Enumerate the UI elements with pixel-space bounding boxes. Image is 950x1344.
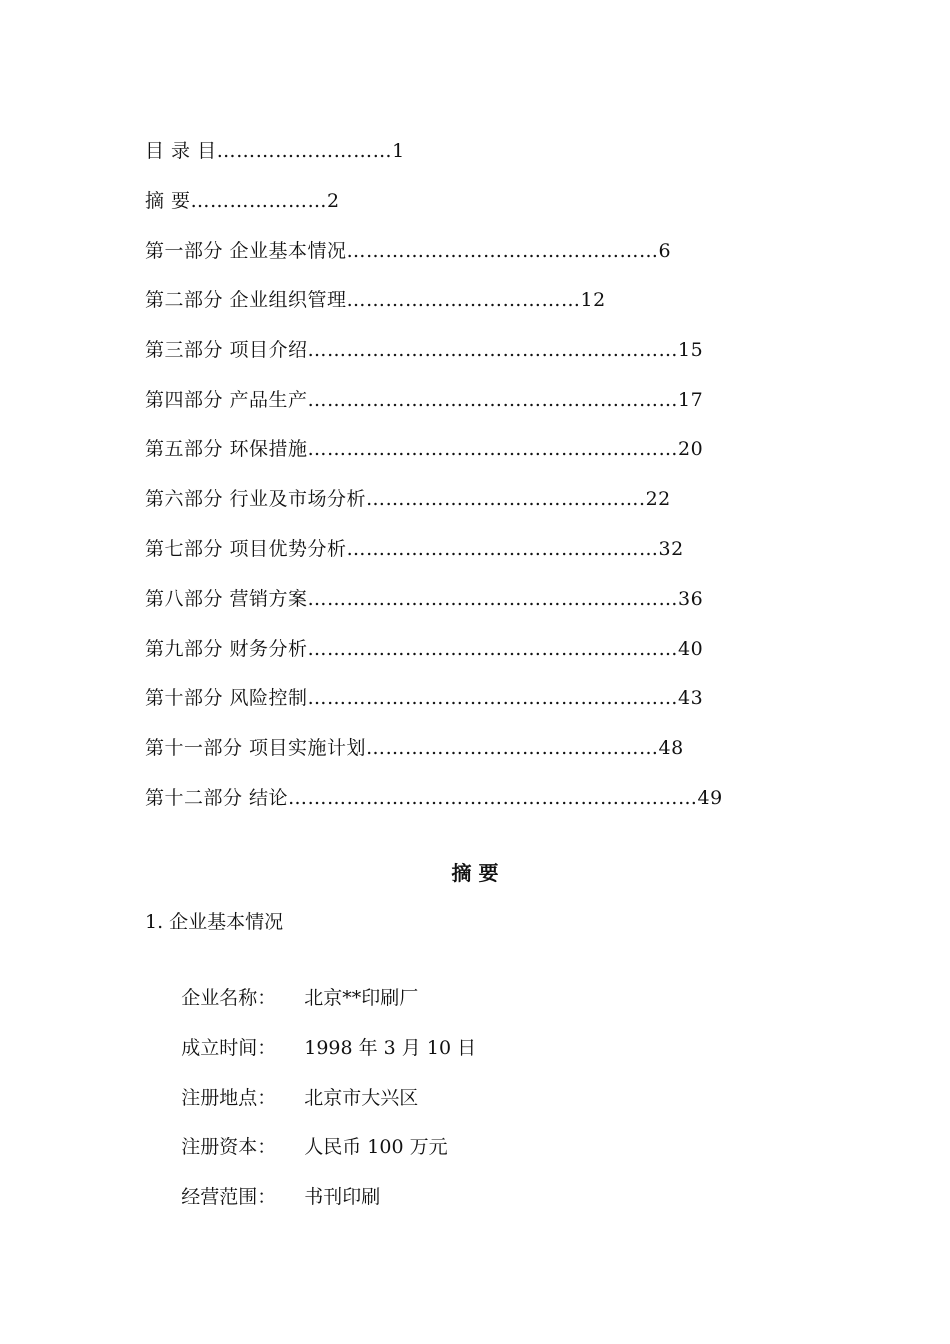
info-label: 注册资本：	[181, 1136, 277, 1158]
toc-entry: 第八部分 营销方案…………………………………………………36	[145, 588, 704, 610]
toc-entry: 第十一部分 项目实施计划………………………………………48	[145, 737, 684, 759]
info-value: 北京**印刷厂	[304, 987, 419, 1009]
info-label: 经营范围：	[181, 1186, 277, 1208]
toc-entry: 第一部分 企业基本情况…………………………………………6	[145, 240, 672, 262]
toc-entry: 第十二部分 结论………………………………………………………49	[145, 787, 723, 809]
info-value: 北京市大兴区	[304, 1087, 419, 1109]
toc-entry: 目 录 目………………………1	[145, 140, 405, 162]
info-row	[145, 1158, 380, 1236]
toc-entry: 第二部分 企业组织管理………………………………12	[145, 289, 606, 311]
toc-entry: 第七部分 项目优势分析…………………………………………32	[145, 538, 684, 560]
toc-entry: 第四部分 产品生产…………………………………………………17	[145, 389, 704, 411]
toc-entry: 第三部分 项目介绍…………………………………………………15	[145, 339, 704, 361]
info-label: 成立时间：	[181, 1037, 277, 1059]
toc-entry: 摘 要…………………2	[145, 190, 340, 212]
toc-entry: 第五部分 环保措施…………………………………………………20	[145, 438, 704, 460]
summary-heading: 摘 要	[451, 861, 499, 885]
info-label: 企业名称：	[181, 987, 277, 1009]
info-value: 书刊印刷	[304, 1186, 381, 1208]
toc-entry: 第六部分 行业及市场分析…………………………………….22	[145, 488, 671, 510]
info-value: 1998 年 3 月 10 日	[304, 1037, 477, 1059]
info-value: 人民币 100 万元	[304, 1136, 448, 1158]
toc-entry: 第十部分 风险控制…………………………………………………43	[145, 687, 704, 709]
section-title: 1. 企业基本情况	[145, 911, 284, 933]
toc-entry: 第九部分 财务分析…………………………………………………40	[145, 638, 704, 660]
info-label: 注册地点：	[181, 1087, 277, 1109]
